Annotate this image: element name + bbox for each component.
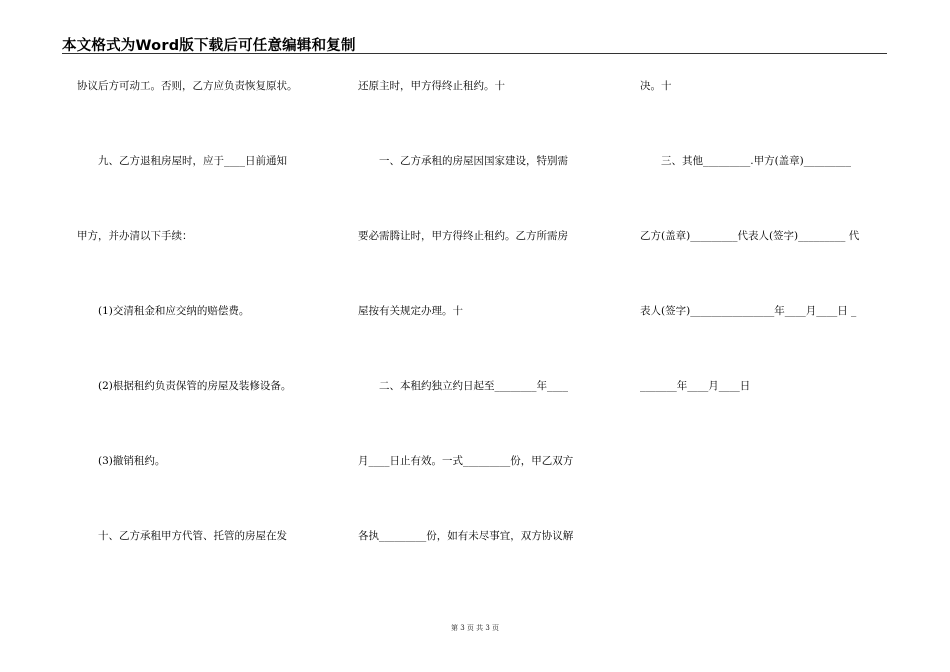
text-column-2 [358,0,618,672]
document-header-title: 本文格式为Word版下载后可任意编辑和复制 [62,38,356,54]
text-line: (3)撤销租约。 [77,455,166,467]
text-line: 还原主时，甲方得终止租约。十 [358,80,505,92]
text-line: 月____日止有效。一式_________份，甲乙双方 [358,455,574,467]
text-line: _______年____月____日 [640,380,751,392]
text-line: 甲方，并办清以下手续： [77,230,193,242]
text-line: 要必需腾让时，甲方得终止租约。乙方所需房 [358,230,568,242]
text-line: 决。十 [640,80,672,92]
page-number-footer: 第 3 页 共 3 页 [450,624,500,632]
text-line: 乙方(盖章)_________代表人(签字)_________ 代 [640,230,860,242]
text-line: 一、乙方承租的房屋因国家建设，特别需 [358,155,568,167]
text-line: 十、乙方承租甲方代管、托管的房屋在发 [77,530,287,542]
text-line: 表人(签字)________________年____月____日 _ [640,305,857,317]
text-line: 三、其他_________.甲方(盖章)_________ [640,155,852,167]
text-line: (1)交清租金和应交纳的赔偿费。 [77,305,250,317]
text-line: 各执_________份，如有未尽事宜，双方协议解 [358,530,574,542]
text-line: 协议后方可动工。否则，乙方应负责恢复原状。 [77,80,298,92]
text-line: 二、本租约独立约日起至________年____ [358,380,568,392]
text-line: (2)根据租约负责保管的房屋及装修设备。 [77,380,292,392]
text-column-3 [640,0,900,672]
text-line: 屋按有关规定办理。十 [358,305,463,317]
text-line: 九、乙方退租房屋时，应于____日前通知 [77,155,287,167]
text-column-1 [77,0,337,672]
